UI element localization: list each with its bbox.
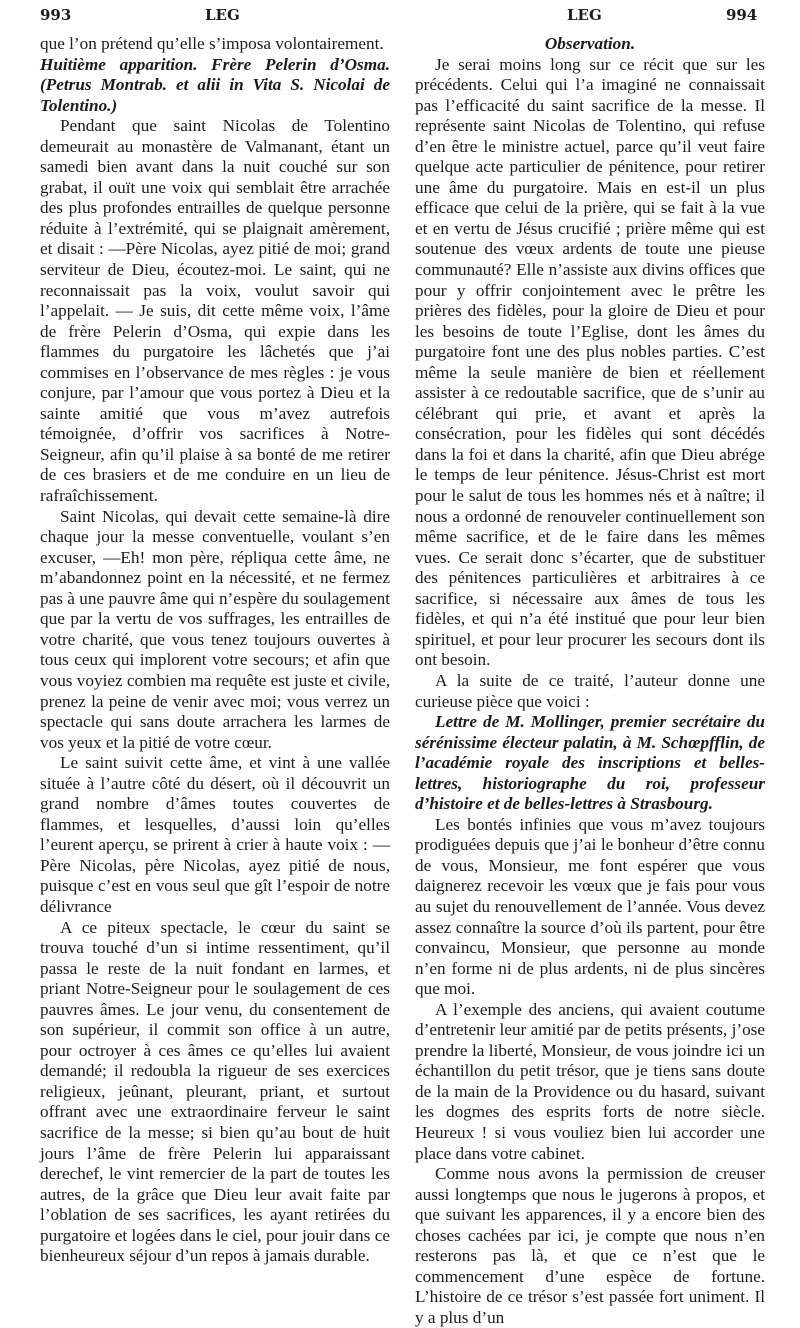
right-page-number: 994 [726, 6, 758, 24]
paragraph: A l’exemple des anciens, qui avaient coutume d’entretenir leur amitié par de petits présents, j’ose prendre la liberté, Monsieur, de vous joindre ici un échantillon du petit trésor, que je tiens sans doute de la main de la Providence ou du hasard, suivant les dogmes des esprits forts de notre siècle. Heureux ! si vous vouliez bien lui accorder une place dans votre cabinet. [415, 999, 765, 1163]
left-column [40, 34, 390, 1267]
paragraph: A la suite de ce traité, l’auteur donne une curieuse pièce que voici : [415, 670, 765, 711]
paragraph: Pendant que saint Nicolas de Tolentino demeurait au monastère de Valmanant, étant un samedi bien avant dans la nuit couché sur son grabat, il ouït une voix qui semblait être arrachée des plus profondes entrailles de quelque personne réduite à l’extrémité, qui se plaignait amèrement, et disait : —Père Nicolas, ayez pitié de moi; grand serviteur de Dieu, écoutez-moi. Le saint, qui ne reconnaissait pas la voix, voulut savoir qui l’appelait. — Je suis, dit cette même voix, l’âme de frère Pelerin d’Osma, qui expie dans les flammes du purgatoire les lâchetés que j’ai commises en l’observance de mes règles : je vous conjure, par l’amour que vous portez à Dieu et la sainte amitié que vous m’avez autrefois témoignée, d’offrir vos sacrifices à Notre-Seigneur, afin qu’il plaise à sa bonté de me retirer de ces brasiers et de me conduire en un lieu de rafraîchissement. [40, 116, 390, 506]
paragraph: Les bontés infinies que vous m’avez toujours prodiguées depuis que j’ai le bonheur d’être connu de vous, Monsieur, me font espérer que vous daignerez recevoir les vœux que je fais pour vous au sujet du renouvellement de l’année. Vous devez assez connaître la source d’où ils partent, pour être convaincu, Monsieur, que personne au monde n’en forme ni de plus ardents, ni de plus sincères que moi. [415, 814, 765, 999]
paragraph: Le saint suivit cette âme, et vint à une vallée située à l’autre côté du désert, où il découvrit un grand nombre d’âmes toutes couvertes de flammes, et lesquelles, d’aussi loin qu’elles l’eurent aperçu, se prirent à crier à haute voix : — Père Nicolas, père Nicolas, ayez pitié de nous, puisque c’est en vous seul que gît l’espoir de notre délivrance [40, 753, 390, 916]
paragraph: Je serai moins long sur ce récit que sur les précédents. Celui qui l’a imaginé ne connaissait pas l’efficacité du saint sacrifice de la messe. Il représente saint Nicolas de Tolentino, qui refuse d’en être le ministre actuel, parce qu’il veut faire quelque acte particulier de pénitence, pour retirer une âme du purgatoire. Mais en est-il un plus efficace que celui de la prière, qui se fait à la vue et en vertu de Jésus crucifié ; prière même qui est soutenue des vœux ardents de toute une pieuse communauté? Elle n’assiste aux divins offices que pour y offrir conjointement avec le prêtre les prières des fidèles, pour la gloire de Dieu et pour les besoins de toute l’Eglise, dont les âmes du purgatoire font une des plus nobles parties. C’est même la seule manière de bien et réellement assister à ce redoutable sacrifice, que de s’unir au célébrant qui prie, et avant et après la consécration, pour les fidèles qui sont décédés dans la foi et dans la charité, afin que Dieu abrége le temps de leur pénitence. Jésus-Christ est mort pour le salut de tous les hommes nés et à naître; il nous a ordonné de renouveler continuellement son même sacrifice, et de le faire dans les mêmes vues. Ce serait donc s’écarter, que de substituer des pénitences particulières et arbitraires à ce sacrifice, si nécessaire aux âmes de tous les fidèles, et qui n’a été institué que pour leur bien spirituel, et pour leur procurer les secours dont ils ont besoin. [415, 54, 765, 670]
paragraph: que l’on prétend qu’elle s’imposa volontairement. [40, 34, 384, 53]
section-heading: Huitième apparition. Frère Pelerin d’Osma. (Petrus Montrab. et alii in Vita S. Nicolai de Tolentino.) [40, 54, 390, 115]
left-running-head: LEG [205, 6, 240, 24]
paragraph: A ce piteux spectacle, le cœur du saint se trouva touché d’un si intime ressentiment, qu’il passa le reste de la nuit fondant en larmes, et priant Notre-Seigneur pour le soulagement de ces pauvres âmes. Le jour venu, du consentement de son supérieur, il commit son office à un autre, pour octroyer à ces âmes ce qu’elles lui avaient demandé; il redoubla la rigueur de ses exercices religieux, jeûnant, pleurant, priant, et surtout offrant avec une extraordinaire ferveur le saint sacrifice de la messe; si bien qu’au bout de huit jours l’âme de frère Pelerin lui apparaissant derechef, le vint remercier de la part de toutes les autres, de la grâce que Dieu leur avait faite par l’oblation de ses sacrifices, les ayant retirées du purgatoire et logées dans le ciel, pour jouir dans ce bienheureux séjour d’un repos à jamais durable. [40, 917, 390, 1266]
right-running-head: LEG [567, 6, 602, 24]
section-title: Observation. [544, 34, 636, 53]
running-header [0, 6, 800, 32]
left-page-number: 993 [40, 6, 72, 24]
letter-heading: Lettre de M. Mollinger, premier secrétaire du sérénissime électeur palatin, à M. Schœpfflin, de l’académie royale des inscriptions et belles-lettres, historiographe du roi, professeur d’histoire et de belles-lettres à Strasbourg. [415, 712, 765, 814]
right-column [415, 34, 765, 1328]
paragraph: Comme nous avons la permission de creuser aussi longtemps que nous le jugerons à propos, et que suivant les apparences, il y a encore bien des choses cachées par ici, je compte que nous n’en resterons pas là, et que ce n’est que le commencement d’une espèce de fortune. L’histoire de ce trésor s’est passée fort uniment. Il y a plus d’un [415, 1164, 765, 1327]
paragraph: Saint Nicolas, qui devait cette semaine-là dire chaque jour la messe conventuelle, voulant s’en excuser, —Eh! mon père, répliqua cette âme, ne m’abandonnez point en la nécessité, et ne fermez pas à une pauvre âme qui n’espère du soulagement que par la vertu de vos suffrages, les entrailles de votre charité, que vous tenez toujours ouvertes à tous ceux qui implorent votre secours; et afin que vous voyiez combien ma requête est juste et civile, prenez la peine de venir avec moi; vous verrez un spectacle qui sans doute arrachera les larmes de vos yeux et la pitié de votre cœur. [40, 506, 390, 752]
